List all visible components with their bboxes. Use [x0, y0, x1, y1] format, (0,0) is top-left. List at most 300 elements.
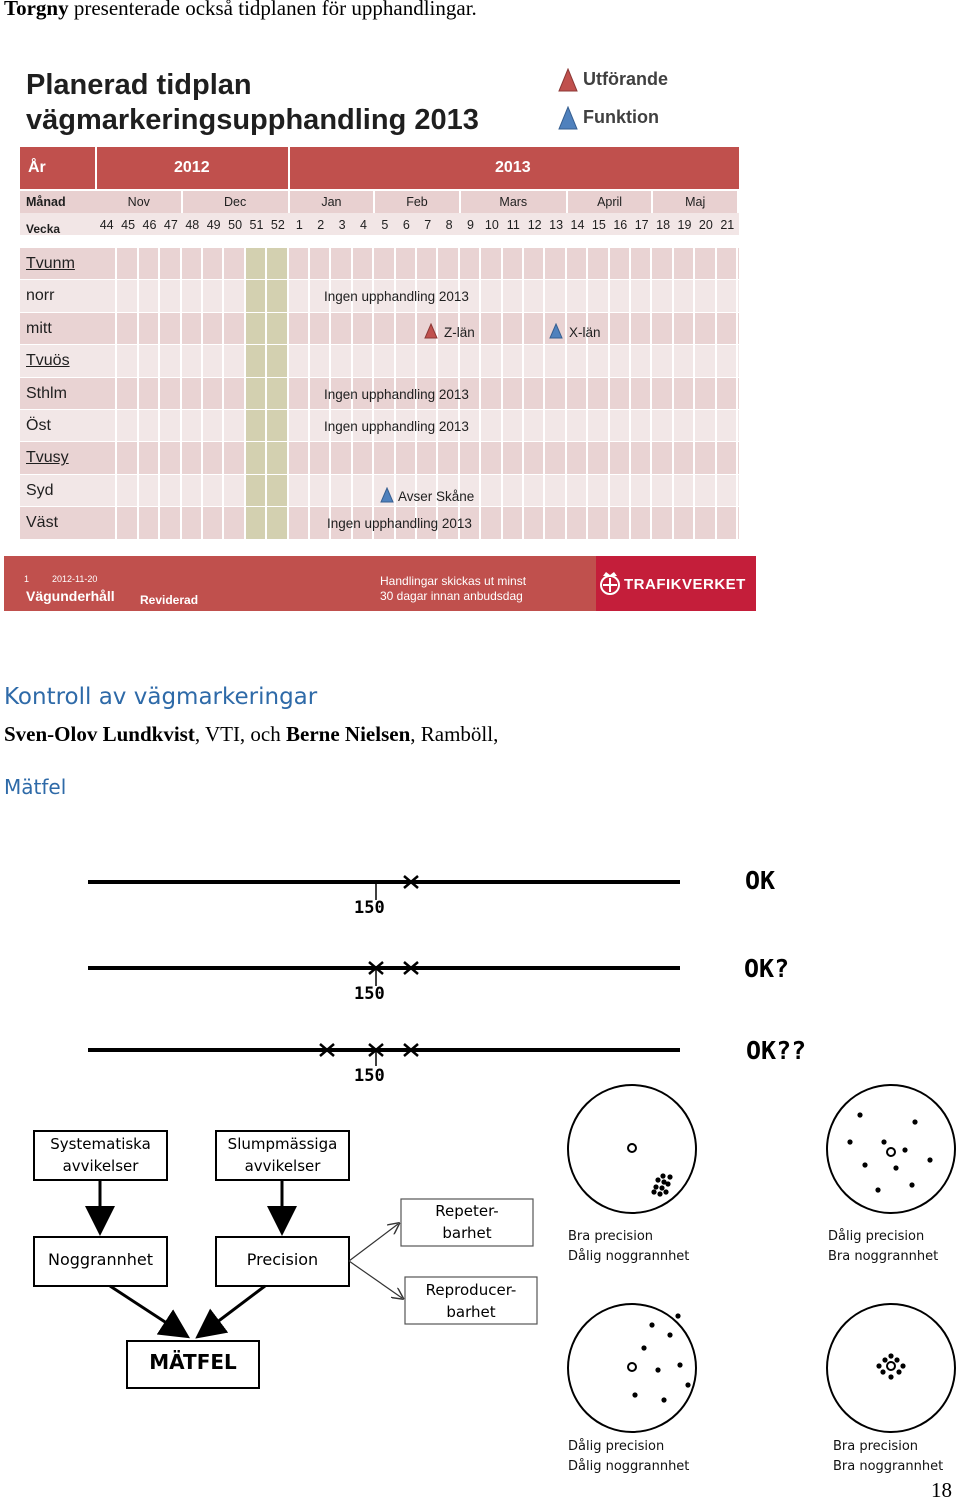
targets	[560, 1080, 960, 1480]
week-cell	[96, 313, 117, 344]
week-16: 16	[613, 218, 628, 232]
week-cell	[481, 507, 502, 538]
week-cell	[481, 280, 502, 311]
week-cell	[182, 280, 203, 311]
schedule-grid	[0, 40, 960, 560]
target-3	[568, 1304, 696, 1432]
week-cell	[695, 410, 716, 441]
week-cell	[246, 313, 267, 344]
week-4: 4	[360, 218, 367, 232]
week-cell	[524, 507, 545, 538]
week-cell	[353, 442, 374, 473]
authors-line	[4, 722, 498, 747]
legend-red-label: Utförande	[583, 68, 669, 89]
footer-org: Vägunderhåll	[26, 588, 115, 604]
row-note: Ingen upphandling 2013	[324, 289, 469, 305]
week-44: 44	[99, 218, 114, 232]
week-cell	[610, 475, 631, 506]
week-cell	[182, 442, 203, 473]
footer-date: 2012-11-20	[52, 574, 98, 584]
footer-note-1: Handlingar skickas ut minst	[380, 574, 527, 588]
week-cell	[503, 410, 524, 441]
row-note	[380, 487, 474, 504]
target-1-caption: Bra precision Dålig noggrannhet	[568, 1229, 690, 1264]
week-cell	[717, 507, 738, 538]
week-cell	[117, 475, 138, 506]
week-cell	[524, 280, 545, 311]
week-cell	[674, 475, 695, 506]
week-cell	[182, 248, 203, 279]
week-46: 46	[142, 218, 157, 232]
week-cell	[695, 280, 716, 311]
row-note: Ingen upphandling 2013	[324, 386, 469, 402]
box-systematic: Systematiska avvikelser	[50, 1135, 151, 1175]
week-3: 3	[338, 218, 346, 232]
week-cell	[139, 442, 160, 473]
week-cell	[588, 507, 609, 538]
week-cell	[267, 442, 288, 473]
week-18: 18	[656, 218, 671, 232]
intro-text	[4, 0, 477, 21]
target-1	[568, 1085, 696, 1213]
week-cell	[246, 410, 267, 441]
week-1: 1	[295, 218, 303, 232]
week-cell	[545, 280, 566, 311]
week-49: 49	[206, 218, 221, 232]
target-4-caption: Bra precision Bra noggrannhet	[833, 1439, 944, 1474]
week-cell	[246, 442, 267, 473]
week-cell	[545, 345, 566, 376]
week-cell	[310, 313, 331, 344]
week-cell	[545, 475, 566, 506]
row-note: Ingen upphandling 2013	[324, 419, 469, 434]
week-cell	[674, 442, 695, 473]
row-label: Tvuös	[26, 352, 70, 370]
crown-logo-icon	[598, 570, 622, 596]
week-cell	[417, 442, 438, 473]
week-cell	[652, 410, 673, 441]
month-2: Jan	[321, 195, 342, 209]
week-cell	[289, 345, 310, 376]
week-cell	[289, 475, 310, 506]
row-label: mitt	[26, 319, 52, 337]
week-cell	[182, 410, 203, 441]
box-reproduce: Reproducer- barhet	[425, 1281, 517, 1321]
red-triangle-icon	[424, 323, 438, 339]
month-3: Feb	[406, 195, 428, 209]
week-cell	[182, 313, 203, 344]
week-cell	[139, 280, 160, 311]
week-cell	[396, 345, 417, 376]
week-7: 7	[424, 218, 432, 232]
week-cell	[203, 248, 224, 279]
box-repeat: Repeter- barhet	[435, 1202, 499, 1242]
week-cell	[588, 280, 609, 311]
week-cell	[674, 410, 695, 441]
week-cell	[289, 378, 310, 409]
week-cell	[374, 313, 395, 344]
row-note-text: Avser Skåne	[398, 488, 475, 504]
week-cell	[353, 475, 374, 506]
week-cell	[695, 507, 716, 538]
slide-title-line2: vägmarkeringsupphandling 2013	[26, 104, 479, 136]
week-cell	[246, 345, 267, 376]
week-cell	[652, 248, 673, 279]
week-cell	[610, 410, 631, 441]
week-cell	[117, 313, 138, 344]
week-cell	[631, 378, 652, 409]
week-cell	[353, 313, 374, 344]
week-cell	[503, 345, 524, 376]
week-cell	[503, 280, 524, 311]
week-cell	[717, 248, 738, 279]
box-precision: Precision	[246, 1250, 319, 1269]
week-cell	[203, 507, 224, 538]
week-cell	[139, 313, 160, 344]
week-cell	[267, 248, 288, 279]
week-cell	[224, 248, 245, 279]
week-cell	[503, 378, 524, 409]
week-cell	[96, 475, 117, 506]
week-cell	[545, 507, 566, 538]
row-label: Syd	[26, 481, 54, 499]
week-cell	[224, 410, 245, 441]
week-cell	[503, 248, 524, 279]
week-cell	[588, 475, 609, 506]
week-cell	[331, 248, 352, 279]
month-1: Dec	[223, 195, 247, 209]
week-cell	[631, 280, 652, 311]
week-cell	[160, 378, 181, 409]
year-2013: 2013	[495, 159, 531, 176]
week-cell	[331, 442, 352, 473]
week-cell	[545, 378, 566, 409]
week-48: 48	[185, 218, 200, 232]
week-cell	[203, 442, 224, 473]
week-cell	[96, 442, 117, 473]
author-sep-1: , VTI, och	[194, 722, 287, 746]
week-cell	[353, 248, 374, 279]
week-cell	[139, 410, 160, 441]
week-cell	[545, 442, 566, 473]
week-cell	[182, 378, 203, 409]
week-cell	[331, 313, 352, 344]
week-cell	[610, 280, 631, 311]
author-sep-2: , Ramböll,	[410, 722, 499, 746]
week-cell	[524, 442, 545, 473]
week-cell	[246, 507, 267, 538]
week-cell	[438, 248, 459, 279]
box-random: Slumpmässiga avvikelser	[227, 1135, 338, 1175]
week-cell	[417, 248, 438, 279]
week-cell	[139, 248, 160, 279]
week-cell	[289, 507, 310, 538]
week-cell	[567, 345, 588, 376]
row-sep	[20, 539, 739, 540]
footer-note-2: 30 dagar innan anbudsdag	[380, 589, 523, 603]
week-cell	[96, 410, 117, 441]
author-1: Sven-Olov Lundkvist	[4, 722, 195, 746]
week-cell	[652, 442, 673, 473]
week-cell	[289, 248, 310, 279]
week-45: 45	[121, 218, 136, 232]
blue-triangle-icon	[380, 487, 394, 503]
week-cell	[374, 248, 395, 279]
week-cell	[203, 313, 224, 344]
week-cell	[717, 442, 738, 473]
week-cell	[545, 248, 566, 279]
target-4	[827, 1304, 955, 1432]
week-cell	[695, 313, 716, 344]
week-cell	[717, 280, 738, 311]
week-cell	[674, 507, 695, 538]
week-cell	[310, 248, 331, 279]
week-cell	[588, 442, 609, 473]
slide-title-line1: Planerad tidplan	[26, 69, 252, 101]
week-cell	[481, 475, 502, 506]
week-cell	[631, 345, 652, 376]
week-cell	[503, 313, 524, 344]
week-cell	[652, 475, 673, 506]
week-cell	[160, 507, 181, 538]
week-cell	[224, 345, 245, 376]
week-cell	[588, 345, 609, 376]
week-cell	[610, 442, 631, 473]
measurement-lines	[0, 860, 700, 1100]
target-3-caption: Dålig precision Dålig noggrannhet	[568, 1439, 690, 1474]
week-cell	[481, 410, 502, 441]
week-cell	[353, 345, 374, 376]
week-cell	[631, 248, 652, 279]
week-cell	[481, 442, 502, 473]
week-47: 47	[163, 218, 178, 232]
week-cell	[224, 507, 245, 538]
week-cell	[717, 313, 738, 344]
week-cell	[588, 378, 609, 409]
week-cell	[567, 378, 588, 409]
week-cell	[96, 378, 117, 409]
week-cell	[289, 410, 310, 441]
week-cell	[160, 313, 181, 344]
box-error: MÄTFEL	[149, 1350, 237, 1374]
week-cell	[267, 313, 288, 344]
week-cell	[224, 313, 245, 344]
week-cell	[695, 475, 716, 506]
week-cell	[267, 475, 288, 506]
week-cell	[460, 248, 481, 279]
z-lan-marker	[424, 323, 475, 340]
week-cell	[224, 442, 245, 473]
week-cell	[695, 248, 716, 279]
week-cell	[631, 507, 652, 538]
week-cell	[160, 410, 181, 441]
x-lan-marker	[549, 323, 601, 340]
week-cell	[267, 410, 288, 441]
week-cell	[160, 248, 181, 279]
week-cell	[610, 248, 631, 279]
week-cell	[374, 442, 395, 473]
article-heading: Kontroll av vägmarkeringar	[4, 684, 318, 710]
week-12: 12	[527, 218, 542, 232]
week-cell	[289, 442, 310, 473]
week-cell	[481, 248, 502, 279]
week-cell	[374, 345, 395, 376]
week-cell	[96, 248, 117, 279]
week-cell	[631, 313, 652, 344]
week-cell	[96, 507, 117, 538]
week-cell	[224, 280, 245, 311]
week-cell	[481, 345, 502, 376]
verdict-3: OK??	[746, 1036, 807, 1065]
week-cell	[267, 378, 288, 409]
week-cell	[267, 280, 288, 311]
week-11: 11	[506, 218, 520, 232]
logo-text: TRAFIKVERKET	[624, 576, 746, 593]
week-cell	[310, 442, 331, 473]
row-label: Öst	[26, 417, 51, 434]
week-cell	[182, 475, 203, 506]
footer-num: 1	[24, 574, 30, 584]
week-cell	[717, 475, 738, 506]
week-cell	[481, 378, 502, 409]
week-cell	[182, 345, 203, 376]
week-cell	[481, 313, 502, 344]
week-21: 21	[720, 218, 735, 232]
week-cell	[96, 280, 117, 311]
legend-blue-label: Funktion	[583, 106, 659, 127]
week-cell	[310, 345, 331, 376]
week-cell	[117, 442, 138, 473]
month-label: Månad	[26, 195, 66, 209]
week-cell	[139, 345, 160, 376]
week-cell	[674, 248, 695, 279]
week-cell	[182, 507, 203, 538]
week-cell	[331, 475, 352, 506]
week-cell	[524, 345, 545, 376]
verdict-1: OK	[745, 866, 776, 895]
week-15: 15	[591, 218, 606, 232]
week-cell	[396, 442, 417, 473]
week-cell	[203, 475, 224, 506]
year-label: År	[28, 159, 46, 176]
week-20: 20	[698, 218, 713, 232]
target-2-caption: Dålig precision Bra noggrannhet	[828, 1229, 939, 1264]
week-cell	[246, 280, 267, 311]
week-cell	[246, 378, 267, 409]
row-label: Tvunm	[26, 255, 75, 272]
week-cell	[631, 410, 652, 441]
row-note: Ingen upphandling 2013	[327, 516, 472, 532]
row-label: norr	[26, 287, 55, 305]
week-cell	[652, 345, 673, 376]
box-accuracy: Noggrannhet	[48, 1250, 153, 1269]
week-cell	[117, 410, 138, 441]
slide-footer	[4, 556, 756, 611]
week-label: Vecka	[26, 222, 61, 236]
week-cell	[674, 378, 695, 409]
week-17: 17	[634, 218, 649, 232]
week-cell	[117, 248, 138, 279]
week-cell	[139, 475, 160, 506]
week-cell	[695, 378, 716, 409]
month-6: Maj	[685, 195, 706, 209]
month-0: Nov	[127, 195, 150, 209]
week-cell	[524, 410, 545, 441]
week-cell	[289, 280, 310, 311]
schedule-slide	[0, 40, 960, 620]
sub-heading: Mätfel	[4, 775, 67, 799]
week-cell	[160, 345, 181, 376]
week-cell	[117, 280, 138, 311]
week-cell	[717, 345, 738, 376]
week-cell	[610, 507, 631, 538]
week-cell	[396, 313, 417, 344]
week-cell	[674, 313, 695, 344]
week-cell	[139, 507, 160, 538]
week-cell	[610, 313, 631, 344]
verdict-2: OK?	[744, 954, 790, 983]
week-cell	[652, 280, 673, 311]
week-cell	[160, 475, 181, 506]
month-4: Mars	[499, 195, 528, 209]
week-cell	[567, 442, 588, 473]
week-cell	[652, 313, 673, 344]
tick-label-1: 150	[354, 898, 385, 918]
week-cell	[460, 442, 481, 473]
week-13: 13	[549, 218, 564, 232]
x-lan-label: X-län	[569, 324, 601, 340]
week-cell	[545, 410, 566, 441]
week-cell	[524, 475, 545, 506]
week-cell	[160, 442, 181, 473]
week-cell	[567, 280, 588, 311]
week-cell	[96, 345, 117, 376]
week-cell	[396, 248, 417, 279]
tick-label-3: 150	[354, 1066, 385, 1086]
week-cell	[524, 248, 545, 279]
week-cell	[417, 345, 438, 376]
week-cell	[503, 442, 524, 473]
blue-triangle-icon	[549, 323, 563, 339]
week-cell	[631, 442, 652, 473]
week-cell	[695, 345, 716, 376]
week-cell	[717, 410, 738, 441]
week-cell	[267, 507, 288, 538]
week-cell	[717, 378, 738, 409]
week-cell	[203, 345, 224, 376]
week-cell	[674, 345, 695, 376]
z-lan-label: Z-län	[444, 324, 475, 340]
week-cell	[652, 378, 673, 409]
week-52: 52	[270, 218, 285, 232]
week-cell	[139, 378, 160, 409]
tick-label-2: 150	[354, 984, 385, 1004]
week-cell	[331, 345, 352, 376]
week-cell	[117, 378, 138, 409]
week-cell	[289, 313, 310, 344]
week-cell	[310, 475, 331, 506]
week-cell	[567, 507, 588, 538]
week-10: 10	[484, 218, 499, 232]
week-9: 9	[467, 218, 474, 232]
week-cell	[203, 378, 224, 409]
week-cell	[524, 313, 545, 344]
footer-revised: Reviderad	[140, 593, 199, 607]
week-cell	[567, 475, 588, 506]
week-cell	[674, 280, 695, 311]
week-cell	[438, 345, 459, 376]
week-6: 6	[402, 218, 410, 232]
